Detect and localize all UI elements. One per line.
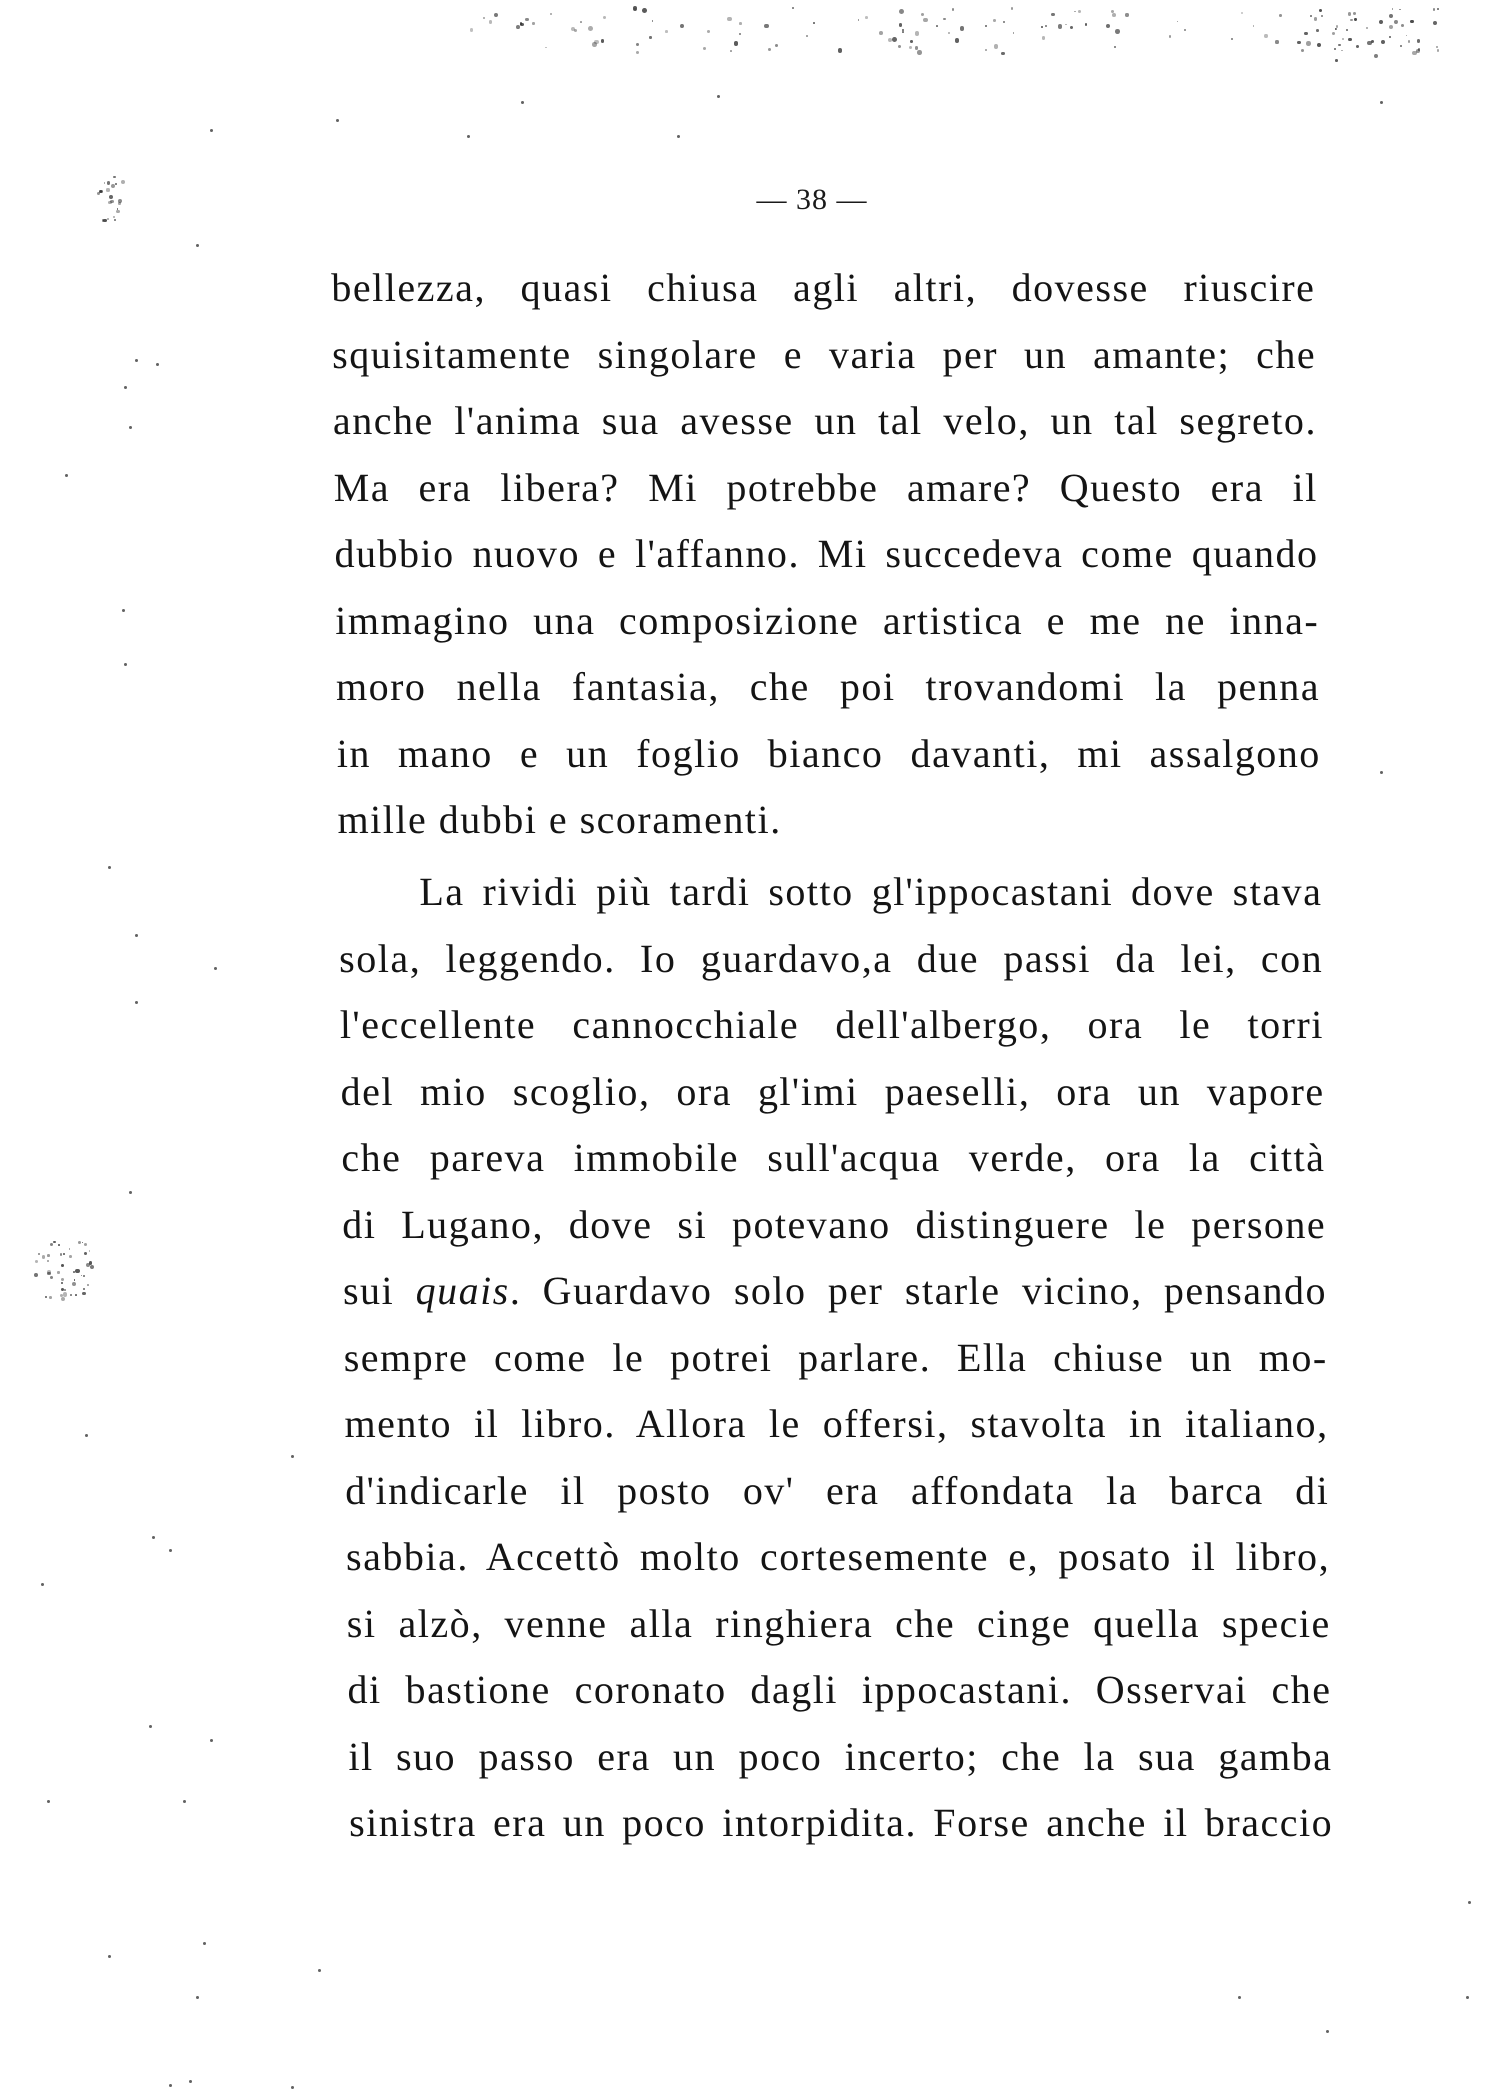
scan-speck [642, 8, 647, 13]
scan-speck [792, 7, 794, 9]
text-segment: sui [342, 1268, 416, 1313]
scan-speck [665, 30, 668, 33]
scan-speck [70, 1294, 72, 1296]
scan-speck [85, 1434, 88, 1437]
scan-speck [1379, 20, 1383, 24]
scan-speck [47, 1270, 51, 1274]
scan-speck [78, 1241, 81, 1244]
scan-speck [86, 1263, 90, 1267]
scan-speck [1184, 29, 1186, 31]
scan-speck [993, 19, 996, 22]
scan-speck [525, 18, 528, 21]
text-line: sabbia. Accettò molto cortesemente e, posato il libro, [345, 1534, 1331, 1579]
scan-speck [336, 119, 339, 122]
scan-speck [813, 22, 815, 24]
scan-speck [917, 50, 922, 55]
scan-speck [532, 22, 534, 24]
scan-speck [291, 1455, 294, 1458]
scan-speck [118, 202, 120, 204]
scan-speck [1392, 8, 1394, 10]
scan-speck [764, 24, 769, 29]
scan-speck [1231, 38, 1233, 40]
text-line: in mano e un foglio bianco davanti, mi assalgono [336, 730, 1321, 776]
text-line: bellezza, quasi chiusa agli altri, dovesse riuscire [331, 265, 1316, 310]
scan-speck [727, 17, 731, 21]
scan-speck [103, 219, 106, 222]
scan-speck [1003, 21, 1005, 23]
scan-speck [69, 1255, 72, 1258]
scan-speck [739, 22, 742, 25]
scan-speck [116, 210, 120, 214]
scan-speck [1111, 10, 1114, 13]
text-line: l'eccellente cannocchiale dell'albergo, ora le torri [339, 1002, 1325, 1047]
scan-speck [83, 1288, 86, 1291]
scan-speck [90, 1265, 94, 1269]
scan-speck [1297, 41, 1300, 44]
scan-speck [649, 36, 651, 38]
paragraph-1 [331, 255, 1322, 854]
scan-speck [124, 386, 127, 389]
scan-speck [1437, 8, 1439, 10]
scan-speck [948, 32, 950, 34]
scan-speck [677, 135, 680, 138]
scan-speck [1316, 29, 1319, 32]
scan-speck [118, 199, 122, 203]
scan-speck [1338, 44, 1341, 47]
text-line: mille dubbi e scoramenti. [337, 797, 782, 842]
scan-speck [41, 1583, 44, 1586]
scan-speck [806, 35, 808, 37]
scan-speck [921, 13, 924, 16]
scan-speck [580, 21, 582, 23]
text-line: Ma era libera? Mi potrebbe amare? Questo era il [333, 464, 1318, 510]
scan-speck [1394, 20, 1398, 24]
scan-speck [1417, 39, 1421, 43]
scan-speck [1353, 12, 1356, 15]
scan-speck [634, 8, 636, 10]
scan-speck [1437, 49, 1439, 51]
scan-speck [318, 1969, 321, 1972]
scan-speck [1301, 49, 1304, 52]
scan-speck [521, 101, 524, 104]
scan-speck [1275, 40, 1278, 43]
scan-speck [739, 33, 741, 35]
scan-speck [61, 1288, 64, 1291]
scan-speck [1466, 1996, 1469, 1999]
scan-speck [110, 200, 114, 204]
scan-speck [72, 1282, 76, 1286]
scan-speck [196, 1996, 199, 1999]
scan-speck [1406, 35, 1408, 37]
scan-speck [879, 31, 883, 35]
scan-speck [489, 20, 493, 24]
scan-speck [1306, 41, 1310, 45]
scan-speck [1304, 32, 1308, 36]
scan-speck [50, 1243, 54, 1247]
scan-speck [49, 1296, 52, 1299]
scan-speck [1335, 28, 1337, 30]
scan-speck [1412, 51, 1417, 56]
scan-speck [1371, 40, 1374, 43]
scan-speck [910, 40, 913, 43]
scan-speck [152, 1536, 155, 1539]
scan-speck [108, 866, 111, 869]
scan-speck [61, 1264, 64, 1267]
scan-speck [1410, 20, 1413, 23]
scan-speck [955, 38, 959, 42]
scan-speck [1074, 11, 1076, 13]
scan-speck [960, 26, 965, 31]
scan-speck [1085, 23, 1088, 26]
scan-speck [1125, 13, 1128, 16]
scan-speck [111, 184, 115, 188]
scan-speck [888, 38, 892, 42]
scan-speck [1380, 771, 1383, 774]
scan-speck [1051, 13, 1055, 17]
text-line: il suo passo era un poco incerto; che la sua gamba [348, 1733, 1333, 1779]
scan-speck [38, 1253, 40, 1255]
scan-speck [636, 43, 640, 47]
scan-speck [703, 47, 706, 50]
page-number: — 38 — [756, 183, 868, 216]
text-line: sinistra era un poco intorpidita. Forse anche il braccio [348, 1800, 1334, 1845]
scan-speck [64, 1289, 66, 1291]
scan-speck [550, 13, 552, 15]
scan-speck [87, 1284, 89, 1286]
scan-speck [520, 23, 523, 26]
scan-speck [169, 1549, 172, 1552]
scan-speck [114, 219, 116, 221]
scan-speck [1001, 52, 1005, 56]
scan-speck [1326, 2030, 1329, 2033]
scan-speck [100, 190, 103, 193]
scan-speck [34, 1273, 38, 1277]
scan-speck [1348, 38, 1351, 41]
scan-speck [470, 28, 473, 31]
scan-speck [1045, 25, 1047, 27]
scan-speck [47, 1254, 50, 1257]
scan-speck [571, 27, 575, 31]
scan-speck [104, 182, 106, 184]
scan-speck [636, 51, 639, 54]
scan-speck [1334, 48, 1336, 50]
scan-speck [915, 46, 919, 50]
scan-speck [1169, 35, 1171, 37]
scan-speck [196, 244, 199, 247]
scan-speck [73, 1271, 75, 1273]
scan-speck [1115, 29, 1120, 34]
scan-speck [633, 6, 637, 10]
scan-speck [902, 31, 904, 33]
scan-speck [1238, 1996, 1241, 1999]
text-line: La rividi più tardi sotto gl'ippocastani dove stava [419, 869, 1323, 914]
scan-speck [1346, 29, 1348, 31]
scan-speck [124, 663, 127, 666]
scan-speck [1335, 59, 1338, 62]
scan-speck [1400, 45, 1403, 48]
scan-speck [1354, 18, 1356, 20]
scan-speck [60, 1294, 63, 1297]
scan-speck [102, 219, 105, 222]
text-line: di Lugano, dove si potevano distinguere le persone [341, 1201, 1327, 1247]
scan-speck [1264, 34, 1267, 37]
scan-speck [775, 44, 778, 47]
scan-speck [892, 37, 897, 42]
scan-speck [1366, 27, 1369, 30]
scan-speck [1253, 25, 1255, 27]
scan-speck [520, 22, 523, 25]
scan-speck [574, 29, 577, 32]
text-line: moro nella fantasia, che poi trovandomi la penna [335, 664, 1321, 709]
scan-speck [47, 1272, 51, 1276]
scan-speck [189, 2080, 192, 2083]
scan-speck [58, 1244, 60, 1246]
text-line: immagino una composizione artistica e me ne inna- [334, 597, 1320, 643]
scan-speck [865, 16, 868, 19]
text-line: del mio scoglio, ora gl'imi paeselli, ora un vapore [340, 1068, 1325, 1114]
scan-speck [1078, 10, 1081, 13]
scan-speck [1241, 12, 1243, 14]
scan-speck [84, 1243, 88, 1247]
scan-speck [63, 1292, 67, 1296]
scan-speck [592, 42, 597, 47]
scan-speck [35, 1260, 39, 1264]
scan-speck [1341, 50, 1343, 52]
scan-speck [707, 30, 710, 33]
scan-speck [89, 1261, 93, 1265]
scan-speck [952, 8, 954, 10]
scan-speck [680, 24, 684, 28]
scan-speck [1348, 12, 1352, 16]
scan-speck [1418, 48, 1421, 51]
scan-speck [115, 183, 117, 185]
scan-speck [768, 48, 772, 52]
scan-speck [82, 1242, 84, 1244]
scan-speck [60, 1253, 62, 1255]
scan-speck [1336, 25, 1338, 27]
scan-speck [1058, 24, 1062, 28]
scan-speck [117, 208, 119, 210]
scan-speck [588, 26, 593, 31]
scan-speck [915, 31, 920, 36]
scan-speck [129, 1191, 132, 1194]
text-line: sola, leggendo. Io guardavo,a due passi da lei, con [338, 935, 1324, 981]
scan-speck [516, 25, 520, 29]
scan-speck [113, 216, 115, 218]
scan-speck [603, 16, 606, 19]
scan-speck [61, 1278, 64, 1281]
scan-speck [108, 1955, 111, 1958]
scan-speck [84, 1252, 87, 1255]
scan-speck [97, 192, 100, 195]
italic-word: quais [415, 1268, 510, 1313]
scan-speck [121, 180, 125, 184]
scan-speck [1389, 14, 1393, 18]
scan-speck [909, 46, 912, 49]
scan-speck [1011, 7, 1014, 10]
scan-speck [601, 39, 605, 43]
text-line: di bastione coronato dagli ippocastani. Osservai che [347, 1667, 1332, 1712]
scan-speck [63, 1253, 65, 1255]
scan-speck [1317, 43, 1321, 47]
scan-speck [83, 1275, 85, 1277]
scan-speck [1314, 17, 1318, 21]
scan-speck [1342, 38, 1344, 40]
scan-speck [1013, 32, 1015, 34]
scan-speck [1468, 1901, 1471, 1904]
scan-speck [652, 20, 654, 22]
scan-speck [1177, 21, 1179, 23]
scan-speck [1114, 46, 1116, 48]
scan-speck [89, 1250, 91, 1252]
scan-speck [1389, 25, 1393, 29]
scan-speck [129, 426, 132, 429]
scan-speck [838, 48, 842, 52]
scan-speck [291, 2086, 294, 2089]
scan-speck [1332, 32, 1335, 35]
scan-speck [594, 40, 598, 44]
scan-speck [1436, 46, 1438, 48]
scan-speck [106, 188, 109, 191]
scan-speck [1319, 9, 1323, 13]
scan-speck [135, 934, 138, 937]
text-line: d'indicarle il posto ov' era affondata la barca di [344, 1467, 1330, 1513]
scan-speck [467, 135, 470, 138]
scan-speck [985, 49, 987, 51]
scan-speck [81, 1275, 83, 1277]
scan-speck [108, 201, 112, 205]
scan-speck [53, 1241, 55, 1243]
scan-speck [1399, 9, 1401, 11]
scan-speck [156, 363, 159, 366]
scan-speck [74, 1279, 76, 1281]
scan-speck [203, 1942, 206, 1945]
body-text [331, 255, 1333, 1857]
text-line [343, 1258, 1328, 1325]
scan-speck [858, 19, 860, 21]
scan-speck [1065, 24, 1067, 26]
scan-speck [1401, 24, 1404, 27]
scan-speck [42, 1255, 46, 1259]
scan-speck [135, 359, 138, 362]
scan-speck [113, 176, 115, 178]
scan-speck [734, 41, 739, 46]
scan-speck [75, 1294, 77, 1296]
scan-speck [899, 23, 902, 26]
scan-speck [1416, 49, 1420, 53]
scan-speck [1106, 24, 1110, 28]
scan-speck [65, 474, 68, 477]
scan-speck [1389, 36, 1391, 38]
scan-speck [483, 17, 485, 19]
scan-speck [1335, 28, 1337, 30]
scan-speck [69, 1248, 71, 1250]
scan-speck [1310, 15, 1312, 17]
scan-speck [1433, 8, 1435, 10]
scan-speck [82, 1292, 86, 1296]
scan-speck [1408, 40, 1411, 43]
scan-speck [45, 1296, 47, 1298]
scan-speck [1367, 41, 1371, 45]
text-line: squisitamente singolare e varia per un amante; che [331, 331, 1317, 377]
scan-speck [135, 1001, 138, 1004]
scan-speck [1042, 36, 1045, 39]
scan-speck [1321, 15, 1323, 17]
scan-speck [943, 18, 946, 21]
scan-speck [57, 1271, 59, 1273]
text-line: che pareva immobile sull'acqua verde, ora la città [341, 1135, 1326, 1180]
scan-speck [898, 45, 901, 48]
scan-speck [75, 1269, 79, 1273]
scan-speck [149, 1725, 152, 1728]
text-line: si alzò, venne alla ringhiera che cinge quella specie [346, 1600, 1332, 1646]
text-line: sempre come le potrei parlare. Ella chiuse un mo- [343, 1334, 1328, 1380]
scan-speck [717, 95, 720, 98]
scan-speck [61, 1297, 65, 1301]
text-line: mento il libro. Allora le offersi, stavolta in italiano, [344, 1401, 1329, 1446]
scan-speck [61, 1282, 63, 1284]
scan-speck [214, 967, 217, 970]
scan-speck [1279, 14, 1282, 17]
scan-speck [985, 25, 987, 27]
scan-speck [1356, 45, 1360, 49]
scan-speck [494, 13, 498, 17]
text-segment: . Guardavo solo per starle vicino, pensando [509, 1268, 1328, 1313]
scan-speck [1041, 26, 1043, 28]
scan-speck [1433, 21, 1437, 25]
text-line: dubbio nuovo e l'affanno. Mi succedeva come quando [334, 531, 1319, 576]
text-line: anche l'anima sua avesse un tal velo, un tal segreto. [332, 398, 1318, 443]
scan-speck [109, 195, 113, 199]
scan-speck [545, 47, 547, 49]
scan-speck [169, 2084, 172, 2087]
scan-speck [994, 44, 998, 48]
scan-speck [50, 1276, 53, 1279]
scan-speck [1381, 40, 1385, 44]
scan-speck [902, 29, 904, 31]
scan-speck [107, 218, 109, 220]
scan-speck [1350, 19, 1352, 21]
paragraph-2 [338, 859, 1333, 1857]
scan-speck [1070, 26, 1073, 29]
scan-speck [1380, 101, 1383, 104]
scan-speck [47, 1800, 50, 1803]
scan-speck [210, 129, 213, 132]
scan-speck [1112, 13, 1116, 17]
scan-speck [183, 1800, 186, 1803]
scan-speck [923, 18, 927, 22]
scan-speck [107, 181, 110, 184]
scan-speck [936, 25, 938, 27]
scan-speck [99, 190, 102, 193]
scan-speck [899, 9, 904, 14]
scan-speck [1374, 54, 1378, 58]
scan-speck [47, 1260, 49, 1262]
scan-speck [730, 50, 732, 52]
scan-speck [210, 1739, 213, 1742]
scan-speck [122, 609, 125, 612]
